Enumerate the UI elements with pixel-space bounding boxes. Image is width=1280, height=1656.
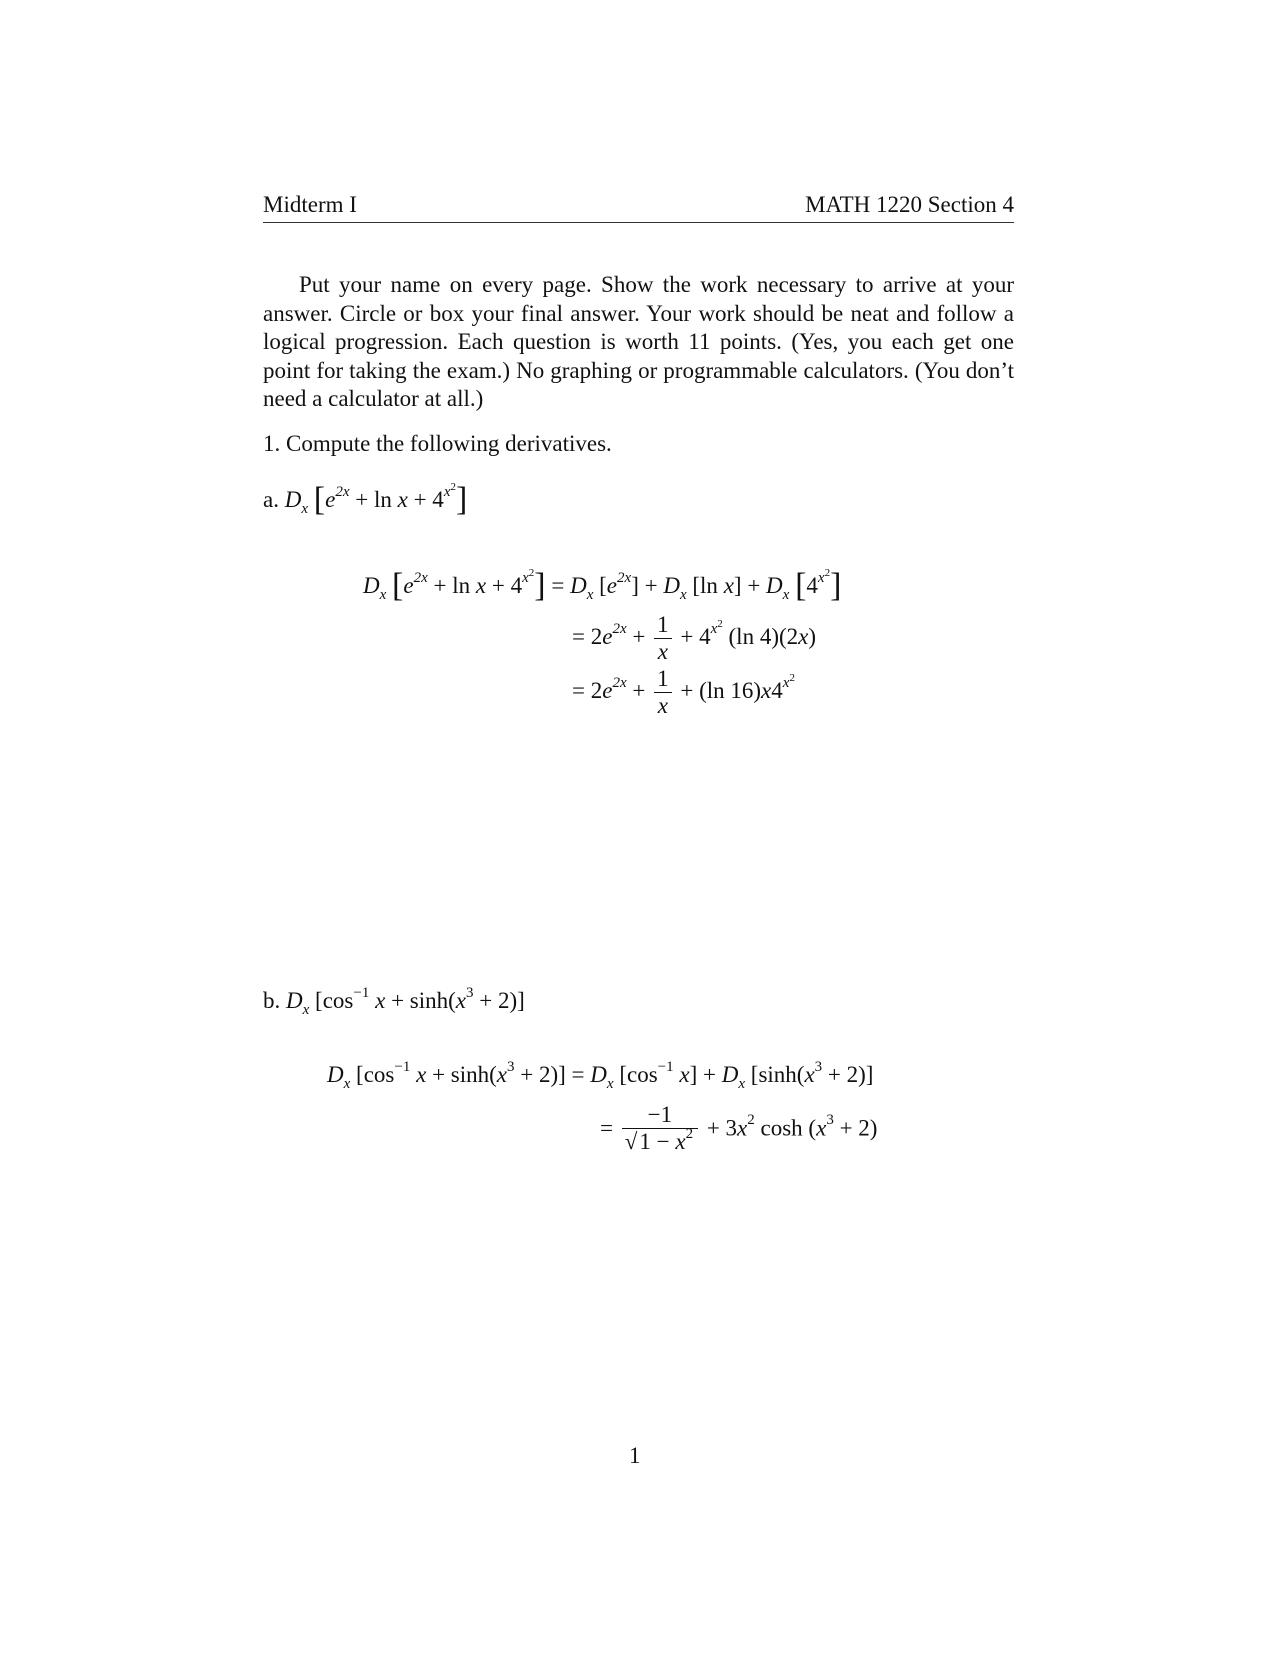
part-a-solution-line-2: = $2e^{2x}$ + $\frac{1}{x}$ + $4^{x^2}$ (ln 4)(2x) [572, 612, 817, 664]
part-a-solution-line-3: = $2e^{2x}$ + $\frac{1}{x}$ + (ln $16)x4^{x^2}$ [572, 666, 795, 718]
part-b-label: b. [263, 988, 281, 1013]
part-b-problem: b. $D_x$ [$\cos^{-1}$ $x + \sinh(x^3 + 2)$] [263, 985, 525, 1018]
part-a-solution-line-1: $D_x$ $[e^{2x} + \ln x + 4^{x^2}] = D_x$ $[e^{2x}] + D_x$ [ln $x] + D_x$ $[4^{x^2}]$ [363, 567, 842, 604]
part-a-problem: a. $D_x$ $[e^{2x} + \ln x + 4^{x^2}]$ [263, 481, 468, 518]
instructions-paragraph: Put your name on every page. Show the work necessary to arrive at your answer. Circle or box your final answer. Your work should be neat and follow a logical progression. Each question is worth 11 points. (Yes, you each get one point for taking the exam.) No graphing or programmable calculators. (You don’t need a calculator at all.) [263, 272, 1014, 411]
page-number: 1 [629, 1443, 641, 1468]
header-course: MATH 1220 Section 4 [805, 192, 1014, 217]
header-title: Midterm I [263, 192, 357, 217]
part-b-solution-line-2: = $\frac{-1}{√1 - x^2}$ + $3x^2$ $\cosh (x^3 + 2)$ [600, 1102, 878, 1154]
part-b-solution-line-1: $D_x$ [$\cos^{-1}$ $x + \sinh(x^3 + 2)] = D_x$ [$\cos^{-1}$ $x] + D_x$ $[\sinh(x^3 + 2)]$ [327, 1059, 874, 1092]
part-a-label: a. [263, 487, 279, 512]
question-1-prompt: 1. Compute the following derivatives. [263, 431, 612, 456]
header-rule [263, 222, 1014, 223]
